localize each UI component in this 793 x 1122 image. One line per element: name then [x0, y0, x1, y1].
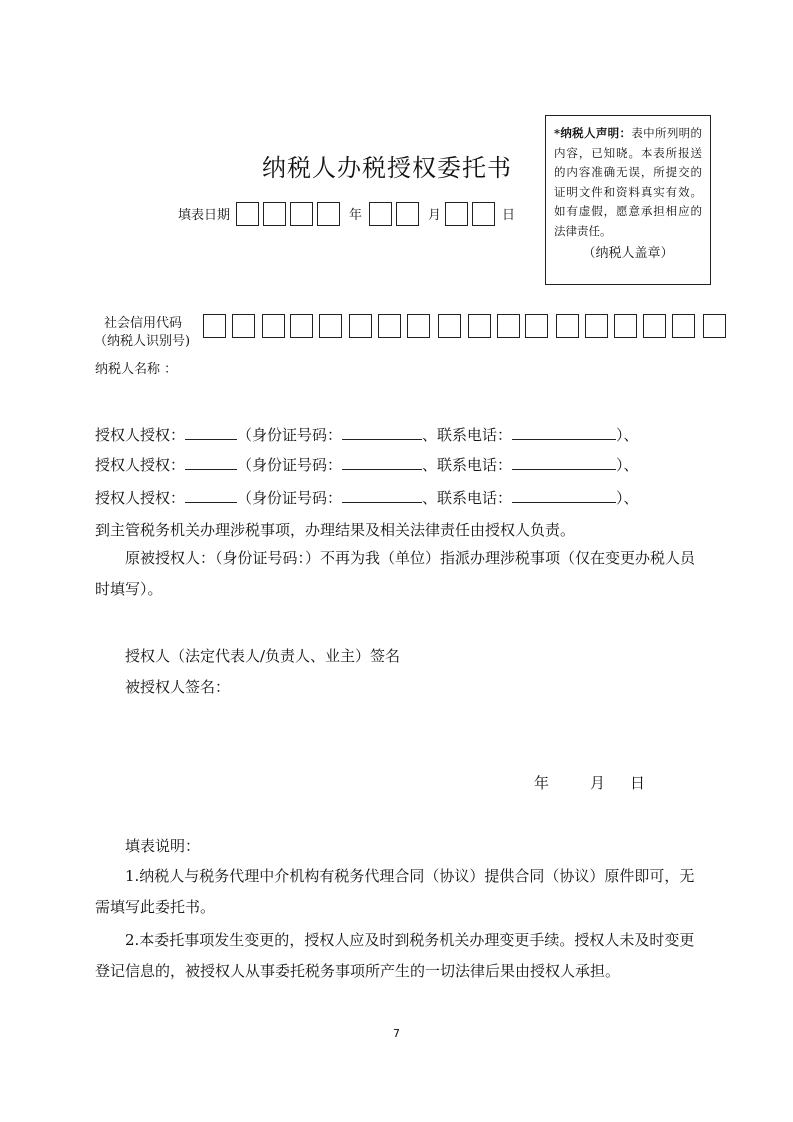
- declaration-body: 表中所列明的内容，已知晓。本表所报送的内容准确无误，所提交的证明文件和资料真实有效。如有虚假，愿意承担相应的法律责任。: [554, 126, 703, 238]
- phone-label: 、联系电话：: [422, 489, 513, 507]
- authorization-prefix: 授权人授权：: [95, 489, 186, 507]
- authorization-suffix: ）、: [616, 489, 639, 507]
- day-unit: 日: [502, 208, 516, 223]
- credit-code-digit-box[interactable]: [438, 314, 461, 338]
- taxpayer-declaration-box: [545, 115, 711, 285]
- credit-code-digit-box[interactable]: [497, 314, 520, 338]
- sign-date-day: 日: [630, 774, 646, 792]
- authorization-prefix: 授权人授权：: [95, 456, 186, 474]
- authorizer-signature-label: 授权人（法定代表人/负责人、业主）签名: [125, 647, 401, 665]
- authorization-line: [95, 454, 639, 475]
- id-number-label: （身份证号码：: [237, 456, 343, 474]
- credit-code-digit-box[interactable]: [468, 314, 491, 338]
- authorizer-name-blank[interactable]: [185, 455, 237, 470]
- phone-label: 、联系电话：: [422, 456, 513, 474]
- authorization-prefix: 授权人授权：: [95, 426, 186, 444]
- credit-code-label: 社会信用代码: [104, 316, 183, 331]
- sign-date-year: 年: [534, 774, 550, 792]
- former-authorized-text: 原被授权人：（身份证号码：）不再为我（单位）指派办理涉税事项（仅在变更办税人员时填写）。: [95, 549, 696, 598]
- month-digit-box[interactable]: [369, 202, 392, 226]
- instructions-heading: 填表说明：: [125, 837, 201, 855]
- instruction-item-2: 2.本委托事项发生变更的，授权人应及时到税务机关办理变更手续。授权人未及时变更登记信息的，被授权人从事委托税务事项所产生的一切法律后果由授权人承担。: [95, 931, 695, 980]
- taxpayer-id-label: （纳税人识别号): [94, 334, 191, 349]
- authorization-suffix: ）、: [616, 426, 639, 444]
- id-number-label: （身份证号码：: [237, 489, 343, 507]
- year-digit-box[interactable]: [263, 202, 286, 226]
- credit-code-digit-box[interactable]: [262, 314, 285, 338]
- credit-code-digit-box[interactable]: [349, 314, 372, 338]
- id-number-blank[interactable]: [342, 455, 422, 470]
- taxpayer-seal-label: （纳税人盖章）: [582, 246, 674, 261]
- document-title: 纳税人办税授权委托书: [262, 154, 512, 182]
- taxpayer-name-label: 纳税人名称 ：: [95, 362, 178, 377]
- page-number: 7: [393, 1027, 400, 1040]
- credit-code-digit-box[interactable]: [378, 314, 401, 338]
- id-number-blank[interactable]: [342, 488, 422, 503]
- id-number-blank[interactable]: [342, 425, 422, 440]
- credit-code-digit-box[interactable]: [525, 314, 548, 338]
- credit-code-digit-box[interactable]: [232, 314, 255, 338]
- authorizer-name-blank[interactable]: [185, 488, 237, 503]
- credit-code-digit-box[interactable]: [614, 314, 637, 338]
- year-unit: 年: [349, 208, 363, 223]
- day-digit-box[interactable]: [472, 202, 495, 226]
- id-number-label: （身份证号码：: [237, 426, 343, 444]
- phone-blank[interactable]: [512, 425, 616, 440]
- declaration-heading: *纳税人声明：: [554, 126, 632, 140]
- month-unit: 月: [428, 208, 442, 223]
- phone-blank[interactable]: [512, 455, 616, 470]
- credit-code-digit-box[interactable]: [556, 314, 579, 338]
- credit-code-digit-box[interactable]: [319, 314, 342, 338]
- instruction-item-1: 1.纳税人与税务代理中介机构有税务代理合同（协议）提供合同（协议）原件即可，无需填写此委托书。: [95, 867, 695, 916]
- credit-code-digit-box[interactable]: [290, 314, 313, 338]
- credit-code-digit-box[interactable]: [703, 314, 726, 338]
- declaration-text: [554, 124, 702, 241]
- sign-date-month: 月: [590, 774, 606, 792]
- fill-date-label: 填表日期: [178, 208, 231, 223]
- day-digit-box[interactable]: [445, 202, 468, 226]
- credit-code-digit-box[interactable]: [643, 314, 666, 338]
- phone-blank[interactable]: [512, 488, 616, 503]
- authorization-line: [95, 424, 639, 445]
- credit-code-digit-box[interactable]: [585, 314, 608, 338]
- authorization-suffix: ）、: [616, 456, 639, 474]
- authorized-signature-label: 被授权人签名：: [125, 678, 231, 696]
- phone-label: 、联系电话：: [422, 426, 513, 444]
- year-digit-box[interactable]: [236, 202, 259, 226]
- authorization-result-text: 到主管税务机关办理涉税事项，办理结果及相关法律责任由授权人负责。: [95, 521, 576, 539]
- year-digit-box[interactable]: [317, 202, 340, 226]
- credit-code-digit-box[interactable]: [407, 314, 430, 338]
- credit-code-digit-box[interactable]: [672, 314, 695, 338]
- month-digit-box[interactable]: [396, 202, 419, 226]
- authorizer-name-blank[interactable]: [185, 425, 237, 440]
- year-digit-box[interactable]: [290, 202, 313, 226]
- authorization-line: [95, 487, 639, 508]
- credit-code-digit-box[interactable]: [203, 314, 226, 338]
